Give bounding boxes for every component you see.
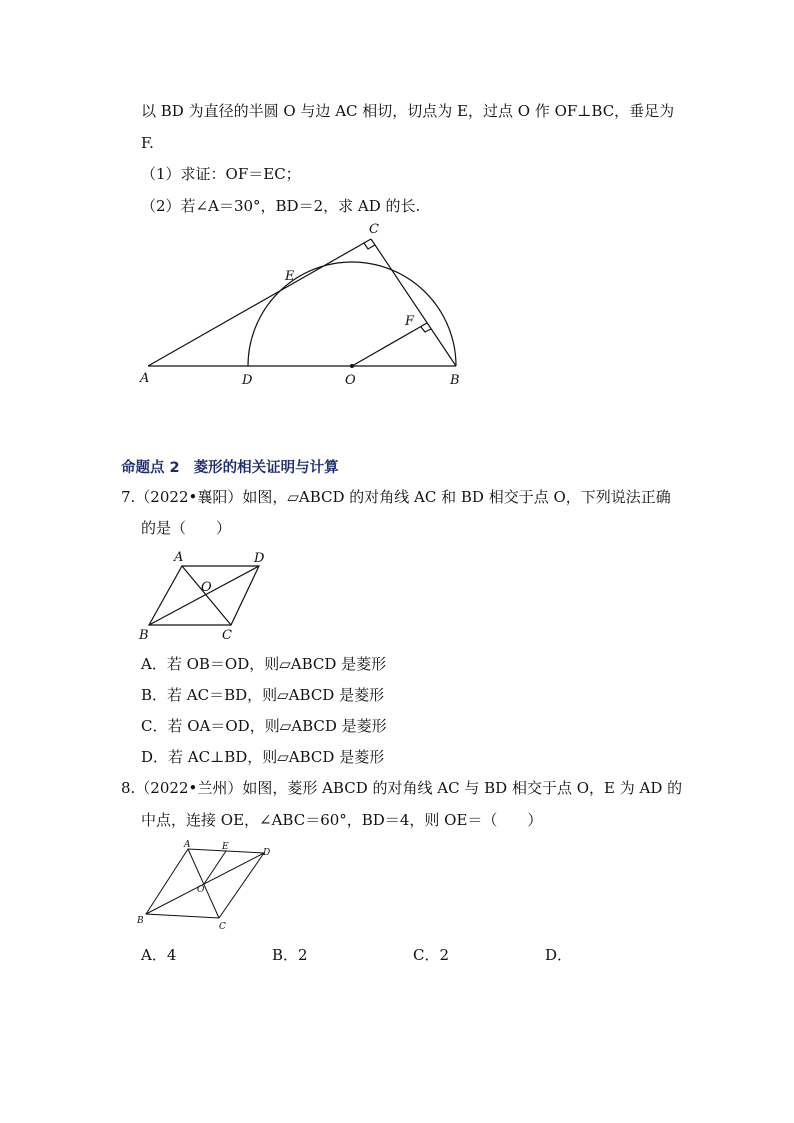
problem6-part1: （1）求证：OF＝EC； <box>141 165 301 183</box>
problem7-line1: 7.（2022•襄阳）如图，▱ABCD 的对角线 AC 和 BD 相交于点 O，下列说法正确 <box>121 488 671 506</box>
problem8-option-d: D． <box>545 946 573 964</box>
label-O: O <box>345 373 356 388</box>
problem6-part2: （2）若∠A＝30°，BD＝2，求 AD 的长. <box>141 197 421 215</box>
problem8-option-c: C．2 <box>413 946 450 964</box>
label-C: C <box>369 222 379 237</box>
label-E: E <box>222 842 229 852</box>
label-O: O <box>201 580 212 595</box>
segment-OE <box>204 851 226 884</box>
problem8-line2: 中点，连接 OE，∠ABC＝60°，BD＝4，则 OE＝（ ） <box>141 811 543 829</box>
problem7-line2: 的是（ ） <box>141 519 232 537</box>
label-A: A <box>140 371 150 386</box>
diagonal-BD <box>146 853 264 914</box>
label-D: D <box>242 373 253 388</box>
label-B: B <box>139 628 149 643</box>
label-E: E <box>285 269 295 284</box>
section-title: 菱形的相关证明与计算 <box>193 460 339 476</box>
problem8-option-b: B．2 <box>272 946 308 964</box>
label-O: O <box>197 885 205 895</box>
label-C: C <box>219 922 226 932</box>
problem6-line2: F. <box>141 134 154 152</box>
label-C: C <box>222 628 232 643</box>
problem8-line1: 8.（2022•兰州）如图，菱形 ABCD 的对角线 AC 与 BD 相交于点 O，E 为 AD 的 <box>121 779 683 797</box>
label-A: A <box>184 840 191 850</box>
label-A: A <box>174 550 184 565</box>
label-B: B <box>450 373 460 388</box>
diagonal-AC <box>188 849 219 918</box>
problem7-option-c: C．若 OA＝OD，则▱ABCD 是菱形 <box>141 717 387 735</box>
label-F: F <box>405 314 415 329</box>
label-B: B <box>137 916 144 926</box>
label-D: D <box>254 551 265 566</box>
problem7-option-d: D．若 AC⊥BD，则▱ABCD 是菱形 <box>141 748 385 766</box>
problem8-option-a: A．4 <box>141 946 177 964</box>
problem7-option-b: B．若 AC＝BD，则▱ABCD 是菱形 <box>141 686 385 704</box>
label-D: D <box>263 848 271 858</box>
section-label: 命题点 2 <box>121 460 180 476</box>
problem7-option-a: A．若 OB＝OD，则▱ABCD 是菱形 <box>141 655 387 673</box>
problem6-line1: 以 BD 为直径的半圆 O 与边 AC 相切，切点为 E，过点 O 作 OF⊥BC，垂足为 <box>141 102 675 120</box>
